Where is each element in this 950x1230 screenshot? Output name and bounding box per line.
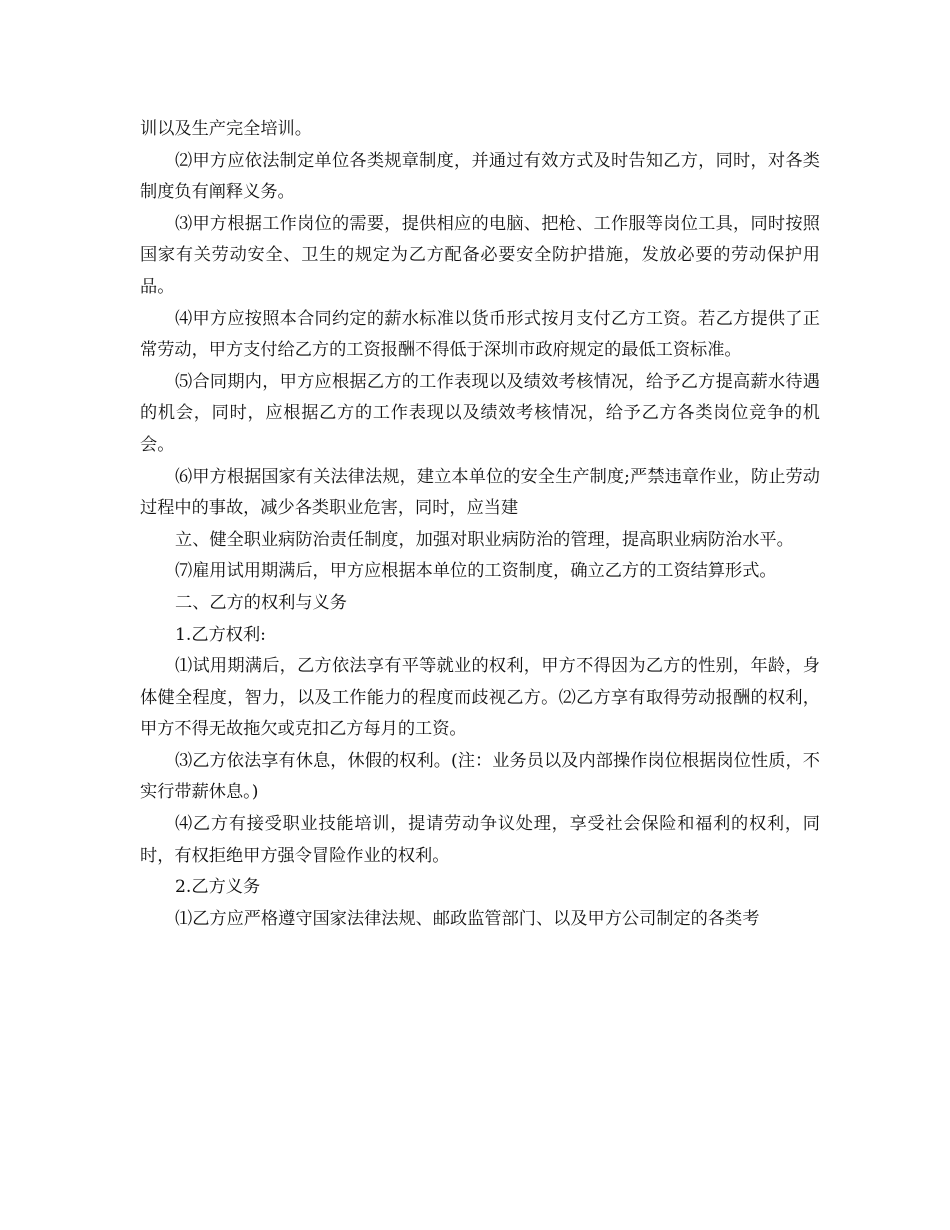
paragraph-rights-3-rest: ⑶乙方依法享有休息，休假的权利。(注：业务员以及内部操作岗位根据岗位性质，不实行带薪休息。): [140, 750, 820, 803]
paragraph-item-4-wages: ⑷甲方应按照本合同约定的薪水标准以货币形式按月支付乙方工资。若乙方提供了正常劳动，甲方支付给乙方的工资报酬不得低于深圳市政府规定的最低工资标准。: [140, 308, 820, 361]
paragraph-item-3-tools: ⑶甲方根据工作岗位的需要，提供相应的电脑、把枪、工作服等岗位工具，同时按照国家有关劳动安全、卫生的规定为乙方配备必要安全防护措施，发放必要的劳动保护用品。: [140, 213, 820, 297]
document-body: [140, 114, 820, 935]
paragraph-rights-1-2: ⑴试用期满后，乙方依法享有平等就业的权利，甲方不得因为乙方的性别，年龄，身体健全程度，智力，以及工作能力的程度而歧视乙方。⑵乙方享有取得劳动报酬的权利，甲方不得无故拖欠或克扣乙方每月的工资。: [140, 656, 820, 740]
paragraph-item-6-safety: ⑹甲方根据国家有关法律法规，建立本单位的安全生产制度;严禁违章作业，防止劳动过程中的事故，减少各类职业危害，同时，应当建: [140, 466, 820, 519]
paragraph-rights-4-training: ⑷乙方有接受职业技能培训，提请劳动争议处理，享受社会保险和福利的权利，同时，有权拒绝甲方强令冒险作业的权利。: [140, 814, 820, 866]
paragraph-item-6-continuation: 立、健全职业病防治责任制度，加强对职业病防治的管理，提高职业病防治水平。: [175, 529, 794, 550]
section-heading-rights-obligations: 二、乙方的权利与义务: [175, 592, 347, 613]
paragraph-item-5-promotion: ⑸合同期内，甲方应根据乙方的工作表现以及绩效考核情况，给予乙方提高薪水待遇的机会，同时，应根据乙方的工作表现以及绩效考核情况，给予乙方各类岗位竞争的机会。: [140, 371, 820, 455]
subheading-party-b-obligations: 2.乙方义务: [175, 877, 261, 898]
subheading-party-b-rights: 1.乙方权利:: [175, 624, 266, 645]
paragraph-item-7-settlement: ⑺雇用试用期满后，甲方应根据本单位的工资制度，确立乙方的工资结算形式。: [175, 561, 777, 582]
paragraph-training-continuation: 训以及生产完全培训。: [140, 119, 312, 139]
paragraph-item-2-rules: ⑵甲方应依法制定单位各类规章制度，并通过有效方式及时告知乙方，同时，对各类制度负有阐释义务。: [140, 150, 820, 203]
paragraph-obligations-1: ⑴乙方应严格遵守国家法律法规、邮政监管部门、以及甲方公司制定的各类考: [175, 908, 760, 929]
